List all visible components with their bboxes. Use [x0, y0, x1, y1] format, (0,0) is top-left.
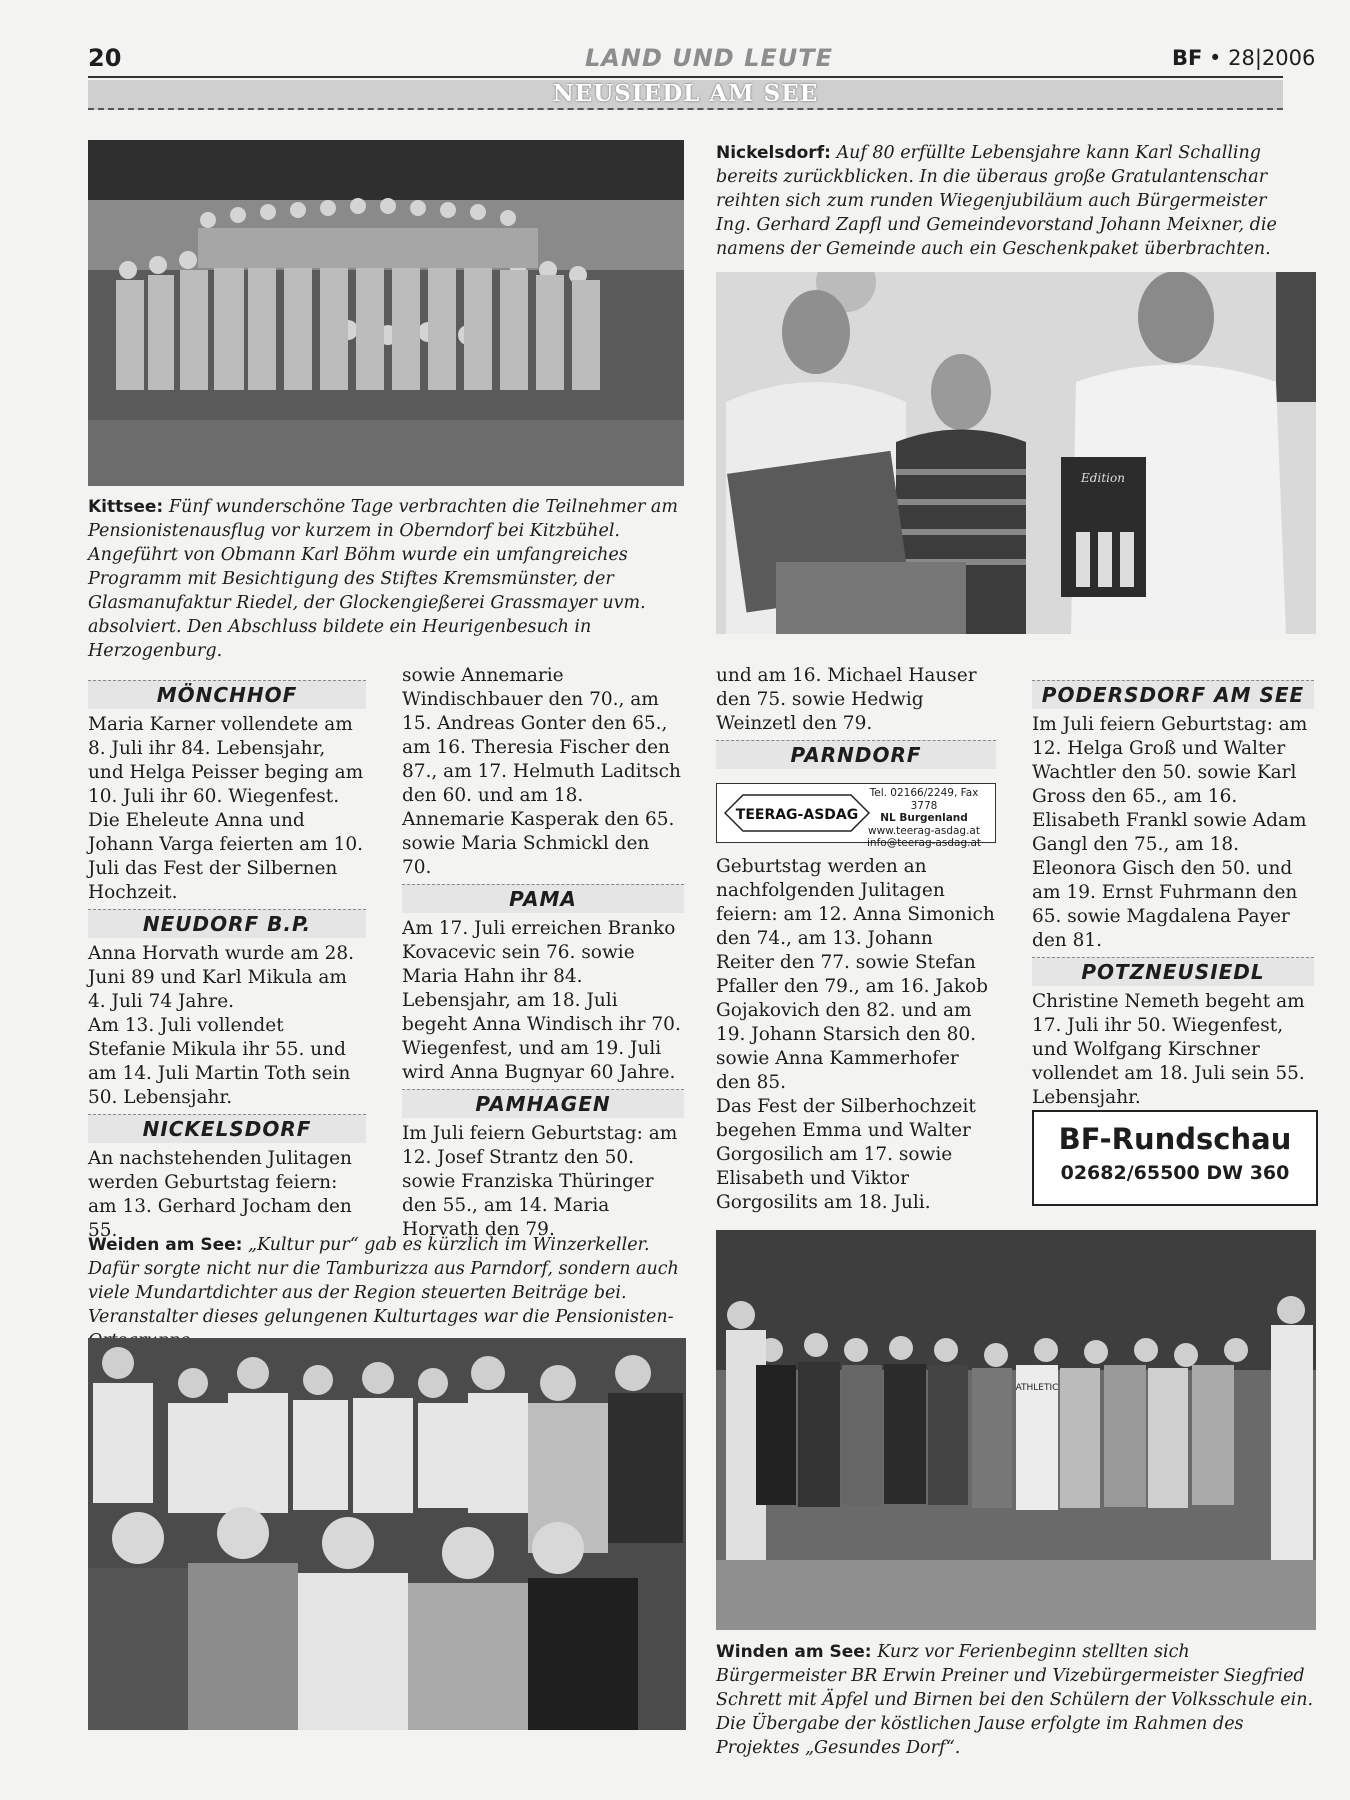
teerag-asdag-ad[interactable]	[716, 783, 996, 849]
weiden-caption	[88, 1233, 688, 1353]
nickelsdorf-birthdays-cont: sowie Annemarie Windischbauer den 70., am 15. Andreas Gonter den 65., am 16. Theresia Fischer den 87., am 17. Helmuth Laditsch den 60. und am 18. Annemarie Kasperak den 65. sowie Maria Schmickl den 70.	[402, 665, 681, 878]
winden-caption	[716, 1640, 1316, 1760]
nickelsdorf-jubilee-photo-graphic	[716, 272, 1316, 634]
kittsee-text: Fünf wunderschöne Tage verbrachten die Teilnehmer am Pensionistenausflug vor kurzem in Oberndorf bei Kitzbühel. Angeführt von Obmann Karl Böhm wurde ein umfangreiches Programm mit Besichtigung des Stiftes Kremsmünster, der Glasmanufaktur Riedel, der Glockengießerei Grassmayer uvm. absolviert. Den Abschluss bildete ein Heurigenbesuch in Herzogenburg.	[88, 497, 678, 661]
nickelsdorf-jubilee-photo	[716, 272, 1316, 634]
column-1	[88, 676, 366, 1243]
moenchhof-text-2: Die Eheleute Anna und Johann Varga feierten am 10. Juli das Fest der Silbernen Hochzeit.	[88, 810, 364, 903]
heading-potzneusiedl: POTZNEUSIEDL	[1032, 957, 1314, 986]
column-4	[1032, 676, 1314, 1110]
column-3	[716, 664, 996, 1215]
pamhagen-text: Im Juli feiern Geburtstag: am 12. Josef Strantz den 50. sowie Franziska Thüringer den 55., am 14. Maria Horvath den 79.	[402, 1123, 678, 1240]
wine-box-label: Edition	[1081, 471, 1125, 485]
teerag-web[interactable]: www.teerag-asdag.at	[868, 824, 980, 837]
winden-text: Kurz vor Ferienbeginn stellten sich Bürgermeister BR Erwin Preiner und Vizebürgermeister Siegfried Schrett mit Äpfel und Birnen bei den Schülern der Volksschule ein. Die Übergabe der köstlichen Jause erfolgte im Rahmen des Projektes „Gesundes Dorf“.	[716, 1642, 1314, 1758]
issue-separator: •	[1209, 46, 1222, 70]
teerag-email[interactable]: info@teerag-asdag.at	[867, 837, 981, 849]
winden-school-photo	[716, 1230, 1316, 1630]
teerag-logo-text: TEERAG-ASDAG	[735, 807, 859, 823]
pamhagen-text-cont: und am 16. Michael Hauser den 75. sowie Hedwig Weinzetl den 79.	[716, 665, 977, 734]
issue-info	[1172, 46, 1315, 70]
potzneusiedl-text: Christine Nemeth begeht am 17. Juli ihr 50. Wiegenfest, und Wolfgang Kirschner vollendet am 18. Juli sein 55. Lebensjahr.	[1032, 991, 1305, 1108]
page-number: 20	[88, 44, 122, 72]
podersdorf-text: Im Juli feiern Geburtstag: am 12. Helga Groß und Walter Wachtler den 50. sowie Karl Gross den 65., am 16. Elisabeth Frankl sowie Adam Gangl den 75., am 18. Eleonora Gisch den 50. und am 19. Ernst Fuhrmann den 65. sowie Magdalena Payer den 81.	[1032, 714, 1308, 951]
kittsee-caption	[88, 495, 684, 663]
neudorf-text-2: Am 13. Juli vollendet Stefanie Mikula ihr 55. und am 14. Juli Martin Toth sein 50. Lebensjahr.	[88, 1015, 351, 1108]
nickelsdorf-caption	[716, 141, 1296, 261]
region-title: NEUSIEDL AM SEE	[552, 80, 819, 107]
shirt-label: ATHLETIC	[1015, 1383, 1059, 1393]
nickelsdorf-text: Auf 80 erfüllte Lebensjahre kann Karl Schalling bereits zurückblicken. In die überaus große Gratulantenschar reihten sich zum runden Wiegenjubiläum auch Bürgermeister Ing. Gerhard Zapfl und Gemeindevorstand Johann Meixner, die namens der Gemeinde auch ein Geschenkpaket überbrachten.	[716, 143, 1277, 259]
moenchhof-text: Maria Karner vollendete am 8. Juli ihr 84. Lebensjahr, und Helga Peisser beging am 10. Juli ihr 60. Wiegenfest.	[88, 714, 364, 807]
heading-nickelsdorf: NICKELSDORF	[88, 1114, 366, 1143]
teerag-logo-icon	[723, 792, 871, 834]
section-title: LAND UND LEUTE	[585, 44, 834, 72]
winden-school-photo-graphic	[716, 1230, 1316, 1630]
nickelsdorf-place: Nickelsdorf:	[716, 143, 831, 163]
heading-moenchhof: MÖNCHHOF	[88, 680, 366, 709]
winden-place: Winden am See:	[716, 1642, 872, 1662]
kittsee-group-photo-graphic	[88, 140, 684, 486]
heading-parndorf: PARNDORF	[716, 740, 996, 769]
teerag-tel: Tel. 02166/2249, Fax 3778	[869, 787, 979, 812]
kittsee-group-photo	[88, 140, 684, 486]
column-2	[402, 664, 684, 1242]
kittsee-place: Kittsee:	[88, 497, 164, 517]
issue-number: 28|2006	[1228, 46, 1316, 70]
weiden-culture-photo	[88, 1338, 686, 1730]
header-rule	[88, 76, 1283, 78]
neudorf-text: Anna Horvath wurde am 28. Juni 89 und Karl Mikula am 4. Juli 74 Jahre.	[88, 943, 355, 1012]
rundschau-phone[interactable]: 02682/65500 DW 360	[1060, 1162, 1290, 1184]
nickelsdorf-birthdays-text: An nachstehenden Julitagen werden Geburtstag feiern: am 13. Gerhard Jocham den 55.	[88, 1148, 352, 1241]
parndorf-text-2: Das Fest der Silberhochzeit begehen Emma und Walter Gorgosilich am 17. sowie Elisabeth und Viktor Gorgosilits am 18. Juli.	[716, 1096, 976, 1213]
magazine-name: BF	[1172, 46, 1203, 70]
weiden-place: Weiden am See:	[88, 1235, 243, 1255]
teerag-contact	[859, 787, 989, 850]
region-banner	[88, 80, 1283, 110]
rundschau-title: BF-Rundschau	[1058, 1122, 1292, 1156]
rundschau-box[interactable]	[1032, 1110, 1318, 1206]
weiden-culture-photo-graphic	[88, 1338, 686, 1730]
heading-podersdorf: PODERSDORF AM SEE	[1032, 680, 1314, 709]
heading-pama: PAMA	[402, 884, 684, 913]
heading-pamhagen: PAMHAGEN	[402, 1089, 684, 1118]
weiden-text: „Kultur pur“ gab es kürzlich im Winzerkeller. Dafür sorgte nicht nur die Tamburizza aus Parndorf, sondern auch viele Mundartdichter aus der Region steuerten Beiträge bei. Veranstalter dieses gelungenen Kulturtages war die Pensionisten-	[88, 1235, 679, 1327]
heading-neudorf: NEUDORF B.P.	[88, 909, 366, 938]
teerag-branch: NL Burgenland	[880, 812, 968, 824]
parndorf-text: Geburtstag werden an nachfolgenden Julitagen feiern: am 12. Anna Simonich den 74., am 13. Johann Reiter den 77. sowie Stefan Pfaller den 79., am 16. Jakob Gojakovich den 82. und am 19. Johann Starsich den 80. sowie Anna Kammerhofer den 85.	[716, 856, 995, 1093]
pama-text: Am 17. Juli erreichen Branko Kovacevic sein 76. sowie Maria Hahn ihr 84. Lebensjahr, am 18. Juli begeht Anna Windisch ihr 70. Wiegenfest, und am 19. Juli wird Anna Bugnyar 60 Jahre.	[402, 918, 681, 1083]
